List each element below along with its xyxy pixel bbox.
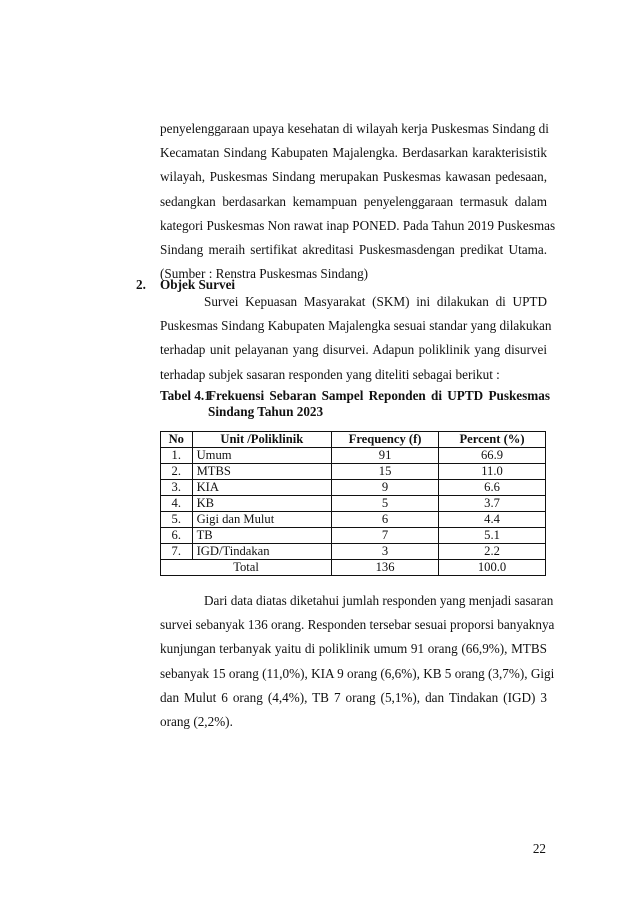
- paragraph-line: terhadap unit pelayanan yang disurvei. Adapun poliklinik yang disurvei: [160, 342, 547, 358]
- cell-total-label: Total: [161, 560, 332, 576]
- cell-unit: MTBS: [192, 464, 332, 480]
- paragraph-line: Kecamatan Sindang Kabupaten Majalengka. Berdasarkan karakterisistik: [160, 145, 547, 161]
- paragraph-line: penyelenggaraan upaya kesehatan di wilayah kerja Puskesmas Sindang di: [160, 121, 549, 136]
- cell-percent: 6.6: [439, 480, 546, 496]
- header-unit: Unit /Poliklinik: [192, 432, 332, 448]
- paragraph-line: dan Mulut 6 orang (4,4%), TB 7 orang (5,1%), dan Tindakan (IGD) 3: [160, 689, 547, 705]
- paragraph-puskesmas-profile: [160, 117, 556, 286]
- paragraph-line: kategori Puskesmas Non rawat inap PONED. Pada Tahun 2019 Puskesmas: [160, 217, 556, 233]
- cell-no: 4.: [161, 496, 193, 512]
- paragraph-line: Sindang meraih sertifikat akreditasi Puskesmasdengan predikat Utama.: [160, 241, 547, 257]
- section-number: 2.: [136, 277, 146, 292]
- paragraph-line: terhadap subjek sasaran responden yang diteliti sebagai berikut :: [160, 366, 500, 382]
- cell-no: 7.: [161, 544, 193, 560]
- header-frequency: Frequency (f): [332, 432, 439, 448]
- cell-percent: 4.4: [439, 512, 546, 528]
- cell-percent: 5.1: [439, 528, 546, 544]
- cell-unit: TB: [192, 528, 332, 544]
- cell-frequency: 91: [332, 448, 439, 464]
- cell-unit: KB: [192, 496, 332, 512]
- cell-frequency: 5: [332, 496, 439, 512]
- cell-unit: IGD/Tindakan: [192, 544, 332, 560]
- table-row: [161, 544, 546, 560]
- cell-percent: 11.0: [439, 464, 546, 480]
- table-row: [161, 448, 546, 464]
- paragraph-line: sedangkan berdasarkan kemampuan penyelenggaraan termasuk dalam: [160, 193, 547, 209]
- cell-no: 5.: [161, 512, 193, 528]
- paragraph-survey-object: [160, 290, 552, 387]
- cell-percent: 2.2: [439, 544, 546, 560]
- cell-no: 6.: [161, 528, 193, 544]
- cell-frequency: 3: [332, 544, 439, 560]
- cell-no: 1.: [161, 448, 193, 464]
- cell-no: 3.: [161, 480, 193, 496]
- table-row: [161, 512, 546, 528]
- paragraph-line: survei sebanyak 136 orang. Responden tersebar sesuai proporsi banyaknya: [160, 617, 555, 633]
- cell-unit: Umum: [192, 448, 332, 464]
- section-title: Objek Survei: [160, 277, 236, 292]
- page-number: 22: [532, 841, 546, 856]
- cell-unit: Gigi dan Mulut: [192, 512, 332, 528]
- frequency-table: [160, 431, 546, 576]
- cell-no: 2.: [161, 464, 193, 480]
- cell-total-frequency: 136: [332, 560, 439, 576]
- table-row: [161, 480, 546, 496]
- header-no: No: [161, 432, 193, 448]
- cell-frequency: 15: [332, 464, 439, 480]
- paragraph-respondent-summary: [160, 589, 555, 734]
- table-total-row: [161, 560, 546, 576]
- paragraph-line: orang (2,2%).: [160, 713, 233, 729]
- cell-frequency: 9: [332, 480, 439, 496]
- paragraph-line: Dari data diatas diketahui jumlah responden yang menjadi sasaran: [204, 593, 554, 608]
- table-row: [161, 464, 546, 480]
- paragraph-line: kunjungan terbanyak yaitu di poliklinik umum 91 orang (66,9%), MTBS: [160, 641, 547, 657]
- paragraph-line: Puskesmas Sindang Kabupaten Majalengka sesuai standar yang dilakukan: [160, 318, 552, 334]
- paragraph-line: wilayah, Puskesmas Sindang merupakan Puskesmas kawasan pedesaan,: [160, 169, 547, 185]
- cell-percent: 3.7: [439, 496, 546, 512]
- cell-frequency: 6: [332, 512, 439, 528]
- paragraph-line: Survei Kepuasan Masyarakat (SKM) ini dilakukan di UPTD: [204, 294, 547, 309]
- cell-frequency: 7: [332, 528, 439, 544]
- paragraph-line: (Sumber : Renstra Puskesmas Sindang): [160, 266, 369, 282]
- table-row: [161, 528, 546, 544]
- table-caption-title: Frekuensi Sebaran Sampel Reponden di UPTD Puskesmas Sindang Tahun 2023: [208, 388, 550, 419]
- paragraph-line: sebanyak 15 orang (11,0%), KIA 9 orang (6,6%), KB 5 orang (3,7%), Gigi: [160, 665, 555, 681]
- cell-total-percent: 100.0: [439, 560, 546, 576]
- table-header-row: [161, 432, 546, 448]
- cell-percent: 66.9: [439, 448, 546, 464]
- header-percent: Percent (%): [439, 432, 546, 448]
- table-caption-label: Tabel 4.1: [160, 388, 211, 403]
- cell-unit: KIA: [192, 480, 332, 496]
- table-row: [161, 496, 546, 512]
